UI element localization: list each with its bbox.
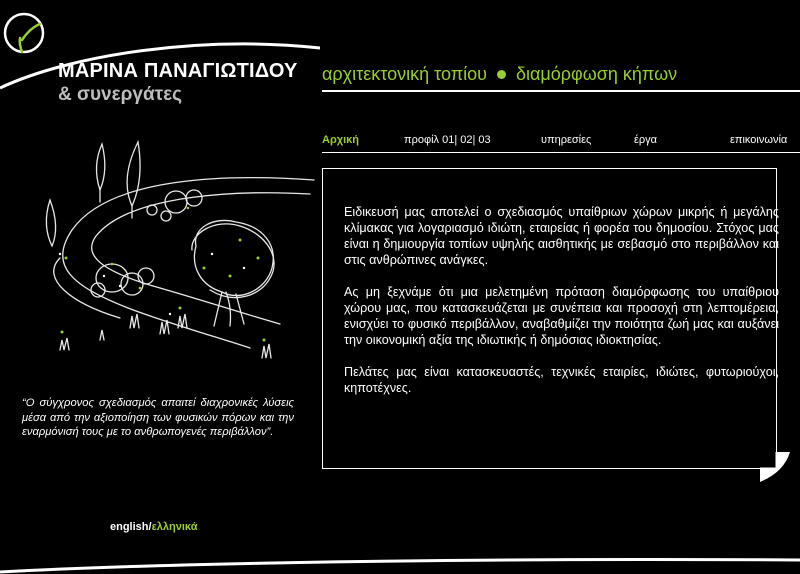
content-text [344, 204, 779, 412]
tagline-left: αρχιτεκτονική τοπίου [322, 64, 487, 84]
tagline-right: διαμόρφωση κήπων [516, 64, 678, 84]
nav-profile[interactable]: προφίλ 01| 02| 03 [404, 134, 491, 146]
language-english-link[interactable]: english [110, 521, 149, 533]
bullet-icon [497, 70, 506, 79]
language-separator: / [148, 521, 152, 533]
nav-divider [322, 152, 800, 153]
tagline [322, 64, 677, 85]
brand-name: ΜΑΡΙΝΑ ΠΑΝΑΓΙΩΤΙΔΟΥ [58, 60, 298, 82]
page-curl-icon [760, 452, 790, 482]
garden-sketch-illustration [0, 118, 320, 378]
language-greek-link[interactable]: ελληνικά [151, 521, 198, 533]
content-paragraph: Ειδικευσή μας αποτελεί ο σχεδιασμός υπαίθριων χώρων μικρής ή μεγάλης κλίμακας για λογαριασμό ιδιώτη, εταιρείας ή φορέα του δημοσίου. Στόχος μας είναι η δημιουργία τοπίων υψηλής αισθητικής με σεβασμό στο περιβάλλον και στις ανθρώπινες ανάγκες. [344, 205, 779, 267]
nav-contact[interactable]: επικοινωνία [730, 134, 788, 146]
content-paragraph: Ας μη ξεχνάμε ότι μια μελετημένη πρόταση διαμόρφωσης του υπαίθριου χώρου μας, που κατασκευάζεται με συνέπεια και προσοχή στη λεπτομέρεια, ενισχύει το φυσικό περιβάλλον, αναβαθμίζει την ποιότητα ζωή μας και αυξάνει την οικονομική αξία της ιδιωτικής ή δημόσιας ιδιοκτησίας. [344, 285, 779, 347]
quote-text: “Ο σύγχρονος σχεδιασμός απαιτεί διαχρονικές λύσεις μέσα από την αξιοποίηση των φυσικών πόρων και την εναρμόνισή τους με το ανθρωπογενές περιβάλλον”. [22, 397, 294, 438]
footer-swoosh [0, 548, 800, 574]
content-paragraph: Πελάτες μας είναι κατασκευαστές, τεχνικές εταιρίες, ιδιώτες, φυτωριούχοι, κηποτέχνες. [344, 365, 779, 395]
tagline-divider [322, 90, 800, 92]
nav-home[interactable]: Αρχική [322, 134, 359, 146]
nav-works[interactable]: έργα [634, 134, 658, 146]
language-switch [110, 521, 197, 533]
nav-services[interactable]: υπηρεσίες [541, 134, 592, 146]
brand-subtitle: & συνεργάτες [58, 84, 183, 105]
